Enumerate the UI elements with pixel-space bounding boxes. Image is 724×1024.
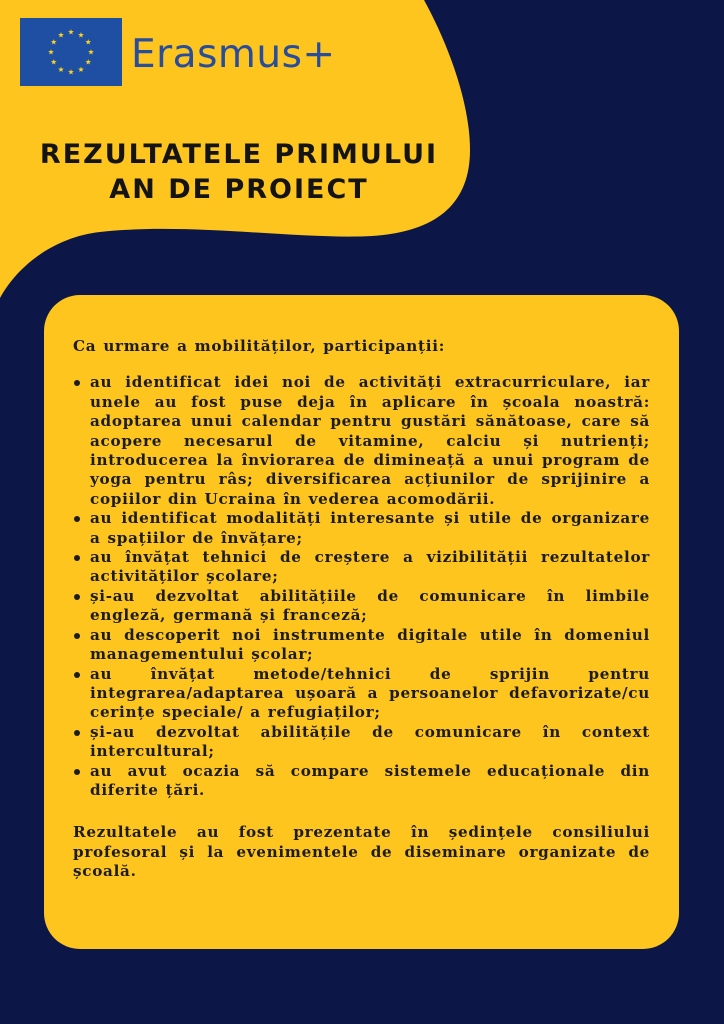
star-icon: ★	[84, 57, 92, 67]
outro-text: Rezultatele au fost prezentate în ședințele consiliului profesoral și la evenimentele de diseminare organizate de școală.	[73, 823, 650, 881]
bullet-icon	[74, 516, 80, 522]
star-icon: ★	[77, 64, 85, 74]
list-item-text: au identificat idei noi de activități extracurriculare, iar unele au fost puse deja în aplicare în școala noastră: adoptarea unui calendar pentru gustări sănătoase, care să acopere necesarul de vitamine, calciu și nutrienți; introducerea la înviorarea de dimineață a unui program de yoga pentru râs; diversificarea acțiunilor de sprijinire a copiilor din Ucraina în vederea acomodării.	[90, 373, 650, 508]
erasmus-logo-text: Erasmus+	[131, 31, 336, 77]
bullet-icon	[74, 594, 80, 600]
bullet-icon	[74, 730, 80, 736]
star-icon: ★	[77, 30, 85, 40]
list-item-text: au descoperit noi instrumente digitale utile în domeniul managementului școlar;	[90, 625, 650, 664]
star-icon: ★	[50, 37, 58, 47]
list-item-text: au învățat metode/tehnici de sprijin pentru integrarea/adaptarea ușoară a persoanelor defavorizate/cu cerințe speciale/ a refugiaților;	[90, 664, 650, 722]
bullet-icon	[74, 633, 80, 639]
star-icon: ★	[57, 30, 65, 40]
eu-flag-icon	[20, 18, 122, 86]
star-icon: ★	[87, 47, 95, 57]
list-item-text: au identificat modalități interesante și utile de organizare a spațiilor de învățare;	[90, 509, 650, 547]
list-item-text: au învățat tehnici de creștere a vizibilității rezultatelor activităților școlare;	[90, 548, 650, 586]
bullet-icon	[74, 555, 80, 561]
star-icon: ★	[47, 47, 55, 57]
page-title-line-2: AN DE PROIECT	[109, 174, 369, 205]
star-icon: ★	[84, 37, 92, 47]
results-card	[44, 295, 679, 949]
list-item-text: au avut ocazia să compare sistemele educaționale din diferite țări.	[90, 761, 650, 799]
list-item	[73, 723, 650, 762]
star-icon: ★	[57, 64, 65, 74]
list-item	[73, 373, 650, 509]
bullet-icon	[74, 769, 80, 775]
star-icon: ★	[67, 27, 75, 37]
bullet-icon	[74, 672, 80, 678]
results-list	[73, 373, 650, 800]
intro-text: Ca urmare a mobilităților, participanții:	[73, 337, 446, 355]
bullet-icon	[74, 380, 80, 386]
page-title-line-1: REZULTATELE PRIMULUI	[39, 139, 439, 170]
list-item-text: și-au dezvoltat abilitățile de comunicare în context intercultural;	[90, 722, 650, 761]
star-icon: ★	[50, 57, 58, 67]
list-item	[73, 665, 650, 723]
list-item-text: și-au dezvoltat abilitățiile de comunicare în limbile engleză, germană și franceză;	[90, 586, 650, 625]
list-item	[73, 587, 650, 626]
list-item	[73, 548, 650, 587]
page-title	[0, 137, 478, 207]
list-item	[73, 626, 650, 665]
star-icon: ★	[67, 67, 75, 77]
erasmus-logo	[20, 18, 336, 86]
list-item	[73, 509, 650, 548]
list-item	[73, 762, 650, 801]
